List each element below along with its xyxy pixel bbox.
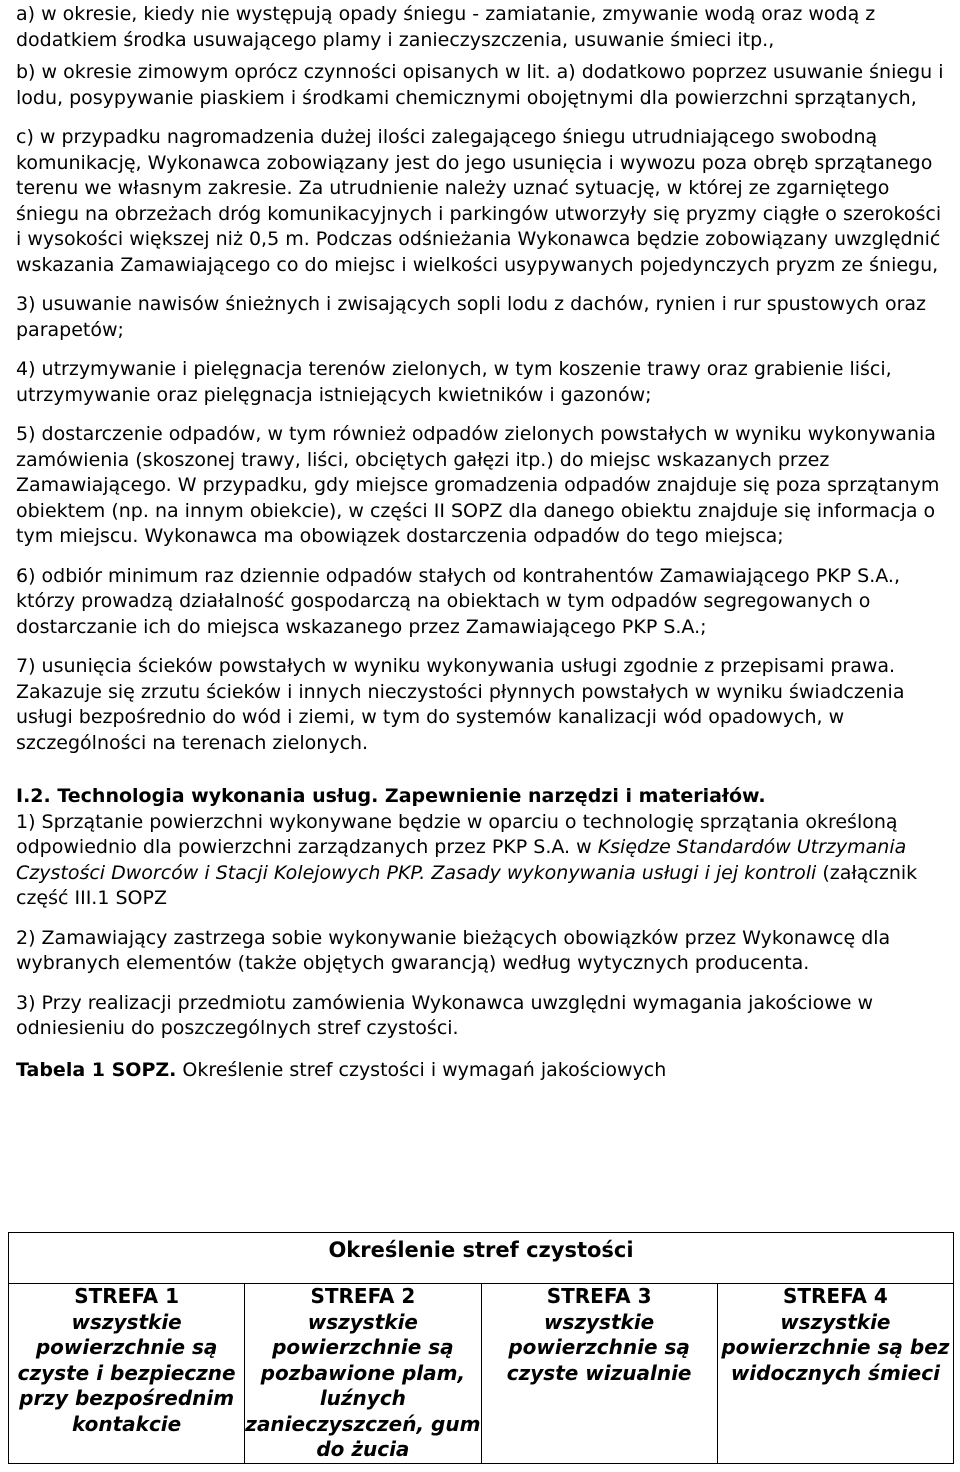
item-3: 3) usuwanie nawisów śnieżnych i zwisających sopli lodu z dachów, rynien i rur spustowych oraz parapetów; [16,293,927,341]
zone-4-title: STREFA 4 [782,1284,888,1308]
document-body [16,0,946,1083]
item-7: 7) usunięcia ścieków powstałych w wyniku wykonywania usługi zgodnie z przepisami prawa. Zakazuje się zrzutu ścieków i innych nieczystości płynnych powstałych w wyniku świadczenia usługi bezpośrednio do wód i ziemi, w tym do systemów kanalizacji wód opadowych, w szczególności na terenach zielonych. [16,655,905,754]
item-4: 4) utrzymywanie i pielęgnacja terenów zielonych, w tym koszenie trawy oraz grabienie liści, utrzymywanie oraz pielęgnacja istniejących kwietników i gazonów; [16,358,892,406]
zone-3-cell [481,1284,717,1464]
point-1-document-title: Księdze Standardów Utrzymania Czystości Dworców i Stacji Kolejowych PKP. Zasady wykonywania usługi i jej kontroli [16,836,907,884]
section-point-2: 2) Zamawiający zastrzega sobie wykonywanie bieżących obowiązków przez Wykonawcę dla wybranych elementów (także objętych gwarancją) według wytycznych producenta. [16,926,891,974]
item-c: c) w przypadku nagromadzenia dużej ilości zalegającego śniegu utrudniającego swobodną komunikację, Wykonawca zobowiązany jest do jego usunięcia i wywozu poza obręb sprzątanego terenu we własnym zakresie. Za utrudnienie należy uznać sytuację, w której ze zgarniętego śniegu na obrzeżach dróg komunikacyjnych i parkingów utworzyły się pryzmy ciągłe o szerokości i wysokości większej niż 0,5 m. Podczas odśnieżania Wykonawca będzie zobowiązany uwzględnić wskazania Zamawiającego co do miejsc i wielkości usypywanych pojedynczych pryzm ze śniegu, [16,126,942,276]
zones-table-header: Określenie stref czystości [9,1233,954,1284]
table-caption-text: Określenie stref czystości i wymagań jakościowych [176,1058,667,1081]
section-heading: I.2. Technologia wykonania usług. Zapewnienie narzędzi i materiałów. [16,785,766,807]
table-caption-label: Tabela 1 SOPZ. [16,1058,177,1081]
point-1-text: 1) Sprzątanie powierzchni wykonywane będzie w oparciu o technologię sprzątania określoną odpowiednio dla powierzchni zarządzanych przez PKP S.A. w [16,810,898,858]
section-point-1 [16,810,946,912]
point-1-reference: (załącznik część III.1 SOPZ [16,861,918,909]
zone-4-description: wszystkie powierzchnie są bez widocznych śmieci [721,1309,950,1385]
zone-2-cell [245,1284,481,1464]
cleanliness-zones-table [8,1232,954,1464]
zone-1-cell [9,1284,245,1464]
zone-1-description: wszystkie powierzchnie są czyste i bezpieczne przy bezpośrednim kontakcie [17,1309,236,1436]
item-6: 6) odbiór minimum raz dziennie odpadów stałych od kontrahentów Zamawiającego PKP S.A., którzy prowadzą działalność gospodarczą na obiektach w tym odpadów segregowanych o dostarczanie ich do miejsca wskazanego przez Zamawiającego PKP S.A.; [16,564,900,638]
zone-2-description: wszystkie powierzchnie są pozbawione plam, luźnych zanieczyszczeń, gum do żucia [245,1309,481,1461]
section-point-3: 3) Przy realizacji przedmiotu zamówienia Wykonawca uwzględni wymagania jakościowe w odniesieniu do poszczególnych stref czystości. [16,991,874,1039]
zone-3-title: STREFA 3 [546,1284,652,1308]
item-b: b) w okresie zimowym oprócz czynności opisanych w lit. a) dodatkowo poprzez usuwanie śniegu i lodu, posypywanie piaskiem i środkami chemicznymi obojętnymi dla powierzchni sprzątanych, [16,61,944,109]
zone-3-description: wszystkie powierzchnie są czyste wizualnie [506,1309,692,1385]
zone-4-cell [717,1284,953,1464]
item-a: a) w okresie, kiedy nie występują opady śniegu - zamiatanie, zmywanie wodą oraz wodą z dodatkiem środka usuwającego plamy i zanieczyszczenia, usuwanie śmieci itp., [16,3,876,51]
zone-1-title: STREFA 1 [74,1284,180,1308]
table-caption [16,1058,946,1084]
item-5: 5) dostarczenie odpadów, w tym również odpadów zielonych powstałych w wyniku wykonywania zamówienia (skoszonej trawy, liści, obciętych gałęzi itp.) do miejsc wskazanych przez Zamawiającego. W przypadku, gdy miejsce gromadzenia odpadów znajduje się poza sprzątanym obiektem (np. na innym obiekcie), w części II SOPZ dla danego obiektu znajduje się informacja o tym miejscu. Wykonawca ma obowiązek dostarczenia odpadów do tego miejsca; [16,423,940,547]
zone-2-title: STREFA 2 [310,1284,416,1308]
